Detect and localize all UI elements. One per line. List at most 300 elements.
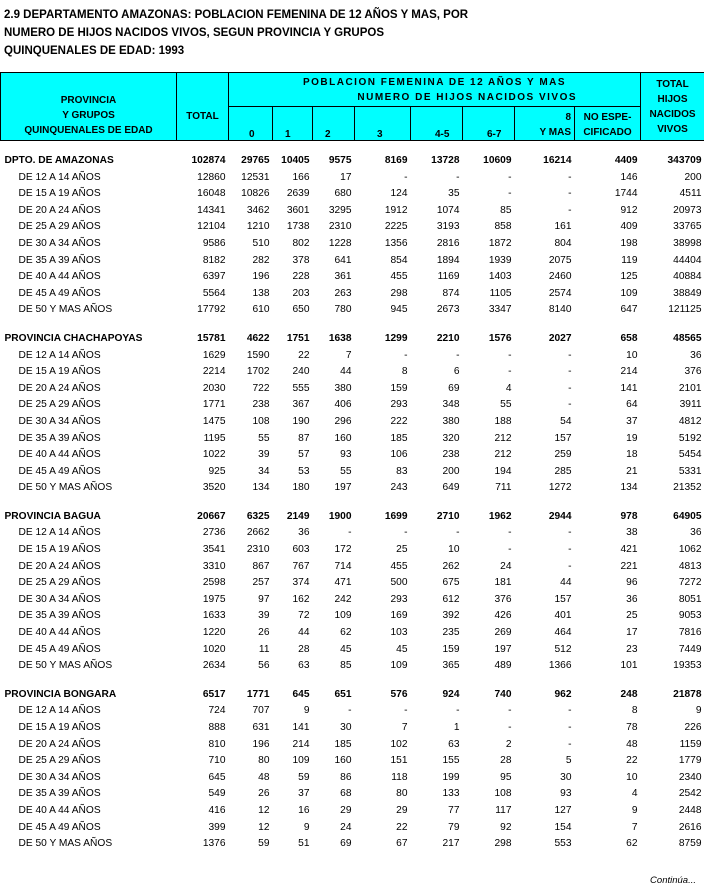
cell: 95 [500, 771, 512, 783]
cell: 343709 [667, 155, 702, 166]
age-group-label: DE 15 A 19 AÑOS [18, 188, 101, 200]
cell: 198 [620, 237, 638, 249]
cell: 53 [298, 465, 310, 477]
cell: 146 [620, 171, 638, 183]
cell: 455 [390, 271, 408, 283]
cell: 361 [334, 271, 352, 283]
cell: 348 [442, 399, 460, 411]
cell: - [508, 171, 512, 183]
cell: 576 [390, 688, 408, 700]
cell: 106 [390, 449, 408, 461]
cell: 4 [505, 382, 512, 394]
cell: 12 [258, 821, 270, 833]
cell: 199 [442, 771, 460, 783]
cell: 365 [442, 660, 460, 672]
cell: 2816 [436, 237, 460, 249]
age-group-label: DE 20 A 24 AÑOS [18, 382, 101, 394]
page-title [4, 6, 468, 60]
cell: 64 [626, 399, 638, 411]
cell: 34 [258, 465, 270, 477]
cell: 169 [390, 610, 408, 622]
header-col-0: 0 [229, 107, 273, 141]
cell: 1702 [246, 366, 270, 378]
cell: 55 [340, 465, 352, 477]
cell: 16048 [197, 188, 226, 200]
cell: 401 [554, 610, 572, 622]
header-group: POBLACION FEMENINA DE 12 AÑOS Y MAS NUMERO DE HIJOS NACIDOS VIVOS [229, 73, 641, 107]
cell: 802 [292, 237, 310, 249]
cell: 298 [494, 838, 512, 850]
cell: 767 [292, 560, 310, 572]
cell: 10609 [483, 155, 512, 166]
cell: 510 [252, 237, 270, 249]
cell: 157 [554, 593, 572, 605]
cell: 780 [334, 304, 352, 316]
cell: 38 [626, 527, 638, 539]
cell: 1912 [384, 204, 408, 216]
table-row [1, 236, 704, 253]
cell: 159 [442, 643, 460, 655]
cell: 2214 [202, 366, 226, 378]
cell: 37 [298, 788, 310, 800]
header-col-2: 2 [313, 107, 355, 141]
section-total-row [1, 153, 704, 170]
cell: 1228 [328, 237, 352, 249]
cell: 7272 [678, 577, 702, 589]
cell: 269 [494, 627, 512, 639]
cell: 214 [292, 738, 310, 750]
cell: 724 [208, 705, 226, 717]
section-spacer [1, 141, 704, 154]
cell: 675 [442, 577, 460, 589]
cell: 185 [390, 432, 408, 444]
cell: 102874 [191, 155, 226, 166]
section-name: PROVINCIA CHACHAPOYAS [4, 332, 143, 344]
cell: 69 [340, 838, 352, 850]
table-row [1, 836, 704, 853]
table-row [1, 559, 704, 576]
cell: 3541 [202, 544, 226, 556]
cell: 17 [626, 627, 638, 639]
cell: 2634 [202, 660, 226, 672]
cell: 141 [292, 722, 310, 733]
cell: 85 [340, 660, 352, 672]
cell: 1366 [548, 660, 572, 672]
cell: - [404, 705, 408, 717]
cell: 80 [396, 788, 408, 800]
age-group-label: DE 35 A 39 AÑOS [18, 432, 101, 444]
cell: 1744 [614, 188, 638, 200]
cell: 2101 [678, 382, 702, 394]
age-group-label: DE 30 A 34 AÑOS [18, 237, 101, 249]
cell: 203 [292, 287, 310, 299]
cell: 1 [453, 722, 460, 733]
cell: 722 [252, 382, 270, 394]
cell: 9586 [202, 237, 226, 249]
cell: 553 [554, 838, 572, 850]
cell: - [508, 366, 512, 378]
cell: 44404 [673, 254, 702, 266]
age-group-label: DE 35 A 39 AÑOS [18, 788, 101, 800]
age-group-label: DE 40 A 44 AÑOS [18, 449, 101, 461]
table-row [1, 608, 704, 625]
section-name: DPTO. DE AMAZONAS [4, 155, 114, 166]
cell: 197 [494, 643, 512, 655]
cell: 79 [448, 821, 460, 833]
continues-note: Continúa... [650, 875, 696, 886]
cell: 39 [258, 449, 270, 461]
cell: 1195 [203, 432, 226, 444]
cell: 2574 [548, 287, 572, 299]
cell: 22 [396, 821, 408, 833]
cell: 1272 [548, 482, 572, 494]
cell: 282 [252, 254, 270, 266]
cell: 194 [494, 465, 512, 477]
cell: 44 [560, 577, 572, 589]
cell: 651 [334, 688, 352, 700]
cell: 680 [334, 188, 352, 200]
cell: 978 [620, 510, 638, 522]
cell: 649 [442, 482, 460, 494]
cell: 162 [292, 593, 310, 605]
cell: 1020 [202, 643, 226, 655]
cell: 1629 [202, 349, 226, 361]
cell: 2340 [678, 771, 702, 783]
cell: 1159 [679, 738, 702, 750]
cell: 416 [208, 804, 226, 816]
cell: 3295 [328, 204, 352, 216]
age-group-label: DE 35 A 39 AÑOS [18, 254, 101, 266]
cell: 962 [554, 688, 572, 700]
cell: 2944 [548, 510, 572, 522]
age-group-label: DE 12 A 14 AÑOS [18, 705, 101, 717]
cell: - [508, 705, 512, 717]
table-header [1, 73, 704, 141]
cell: 464 [554, 627, 572, 639]
cell: 188 [494, 415, 512, 427]
cell: 109 [620, 287, 638, 299]
cell: - [404, 349, 408, 361]
age-group-label: DE 40 A 44 AÑOS [18, 271, 101, 283]
table-row [1, 575, 704, 592]
cell: 1356 [384, 237, 408, 249]
age-group-label: DE 30 A 34 AÑOS [18, 415, 101, 427]
cell: 9 [631, 804, 638, 816]
cell: 2149 [286, 510, 310, 522]
cell: 68 [340, 788, 352, 800]
cell: 4 [631, 788, 638, 800]
cell: 631 [252, 722, 270, 733]
cell: 912 [620, 204, 638, 216]
cell: 1210 [246, 221, 270, 233]
cell: 35 [448, 188, 460, 200]
header-total-hijos: TOTAL HIJOS NACIDOS VIVOS [641, 73, 704, 141]
cell: 293 [390, 399, 408, 411]
table-row [1, 737, 704, 754]
cell: - [456, 527, 460, 539]
section-name: PROVINCIA BONGARA [4, 688, 117, 700]
cell: 296 [334, 415, 352, 427]
cell: 64905 [673, 510, 702, 522]
cell: 161 [554, 221, 572, 233]
cell: 925 [208, 465, 226, 477]
cell: 24 [500, 560, 512, 572]
cell: 101 [620, 660, 638, 672]
cell: 37 [626, 415, 638, 427]
section-spacer [1, 497, 704, 509]
cell: 16 [298, 804, 310, 816]
cell: 138 [252, 287, 270, 299]
cell: 2598 [202, 577, 226, 589]
age-group-label: DE 35 A 39 AÑOS [18, 610, 101, 622]
table-row [1, 480, 704, 497]
cell: 1638 [328, 332, 352, 344]
cell: 67 [396, 838, 408, 850]
cell: 2030 [202, 382, 226, 394]
cell: 6397 [202, 271, 226, 283]
table-row [1, 525, 704, 542]
cell: 200 [684, 171, 702, 183]
cell: 1900 [328, 510, 352, 522]
cell: 888 [208, 722, 226, 733]
cell: 380 [334, 382, 352, 394]
cell: 134 [252, 482, 270, 494]
cell: 22 [626, 755, 638, 767]
cell: 97 [258, 593, 270, 605]
cell: 121125 [668, 304, 702, 316]
cell: 392 [442, 610, 460, 622]
cell: 55 [500, 399, 512, 411]
cell: - [568, 722, 572, 733]
cell: 867 [252, 560, 270, 572]
section-total-row [1, 687, 704, 704]
cell: 406 [334, 399, 352, 411]
cell: 854 [390, 254, 408, 266]
cell: 874 [442, 287, 460, 299]
cell: 2075 [548, 254, 572, 266]
table-row [1, 269, 704, 286]
cell: 36 [690, 527, 702, 539]
cell: 30 [340, 722, 352, 733]
cell: 3911 [679, 399, 702, 411]
cell: 320 [442, 432, 460, 444]
cell: 127 [554, 804, 572, 816]
table-row [1, 720, 704, 737]
cell: 56 [258, 660, 270, 672]
section-spacer [1, 675, 704, 687]
cell: 549 [208, 788, 226, 800]
cell: 262 [442, 560, 460, 572]
cell: 1872 [488, 237, 512, 249]
cell: 7 [631, 821, 638, 833]
cell: 2710 [436, 510, 460, 522]
cell: 180 [292, 482, 310, 494]
cell: 7 [345, 349, 352, 361]
cell: 54 [560, 415, 572, 427]
cell: 1376 [202, 838, 226, 850]
cell: 710 [208, 755, 226, 767]
cell: 293 [390, 593, 408, 605]
cell: 62 [626, 838, 638, 850]
cell: 858 [494, 221, 512, 233]
cell: 3601 [286, 204, 310, 216]
cell: 5564 [202, 287, 226, 299]
cell: 83 [396, 465, 408, 477]
header-provincia: PROVINCIA Y GRUPOS QUINQUENALES DE EDAD [1, 73, 177, 141]
cell: 9 [695, 705, 702, 717]
cell: 222 [390, 415, 408, 427]
cell: 512 [554, 643, 572, 655]
cell: 226 [684, 722, 702, 733]
cell: 257 [252, 577, 270, 589]
cell: - [568, 527, 572, 539]
cell: 421 [620, 544, 638, 556]
cell: 221 [620, 560, 638, 572]
cell: 810 [208, 738, 226, 750]
age-group-label: DE 12 A 14 AÑOS [18, 527, 101, 539]
cell: 1975 [202, 593, 226, 605]
cell: 374 [292, 577, 310, 589]
cell: 3310 [202, 560, 226, 572]
cell: 39 [258, 610, 270, 622]
cell: 8759 [678, 838, 702, 850]
cell: 33765 [673, 221, 702, 233]
table-row [1, 447, 704, 464]
age-group-label: DE 12 A 14 AÑOS [18, 171, 101, 183]
cell: 1751 [286, 332, 310, 344]
header-col-6-7: 6-7 [463, 107, 515, 141]
cell: 109 [292, 755, 310, 767]
cell: 36 [690, 349, 702, 361]
cell: 298 [390, 287, 408, 299]
cell: - [404, 171, 408, 183]
age-group-label: DE 15 A 19 AÑOS [18, 366, 101, 378]
cell: 72 [298, 610, 310, 622]
cell: - [568, 188, 572, 200]
table-row [1, 542, 704, 559]
cell: 409 [620, 221, 638, 233]
cell: 1403 [488, 271, 512, 283]
cell: 20973 [673, 204, 702, 216]
cell: 1771 [202, 399, 226, 411]
cell: 740 [494, 688, 512, 700]
table-row [1, 203, 704, 220]
cell: 28 [500, 755, 512, 767]
cell: 96 [626, 577, 638, 589]
cell: 367 [292, 399, 310, 411]
table-row [1, 753, 704, 770]
cell: 212 [494, 432, 512, 444]
cell: 181 [494, 577, 512, 589]
cell: 1633 [202, 610, 226, 622]
cell: 6 [453, 366, 460, 378]
cell: 30 [560, 771, 572, 783]
cell: 217 [442, 838, 460, 850]
age-group-label: DE 25 A 29 AÑOS [18, 221, 101, 233]
cell: 78 [626, 722, 638, 733]
age-group-label: DE 25 A 29 AÑOS [18, 755, 101, 767]
cell: 19353 [673, 660, 702, 672]
table-row [1, 364, 704, 381]
cell: - [456, 349, 460, 361]
cell: - [568, 204, 572, 216]
cell: 2662 [246, 527, 270, 539]
cell: 86 [340, 771, 352, 783]
header-col-3: 3 [355, 107, 411, 141]
cell: 1074 [436, 204, 460, 216]
cell: 200 [442, 465, 460, 477]
cell: 259 [554, 449, 572, 461]
cell: - [568, 382, 572, 394]
cell: 9575 [328, 155, 352, 166]
cell: 945 [390, 304, 408, 316]
table-row [1, 219, 704, 236]
cell: 647 [620, 304, 638, 316]
age-group-label: DE 20 A 24 AÑOS [18, 204, 101, 216]
age-group-label: DE 45 A 49 AÑOS [18, 465, 101, 477]
table-row [1, 642, 704, 659]
cell: 63 [298, 660, 310, 672]
cell: 12 [258, 804, 270, 816]
cell: 3520 [202, 482, 226, 494]
section-spacer [1, 319, 704, 331]
cell: 3193 [436, 221, 460, 233]
cell: 14341 [197, 204, 226, 216]
cell: 804 [554, 237, 572, 249]
cell: 16214 [543, 155, 572, 166]
cell: 55 [258, 432, 270, 444]
cell: - [568, 366, 572, 378]
cell: 242 [334, 593, 352, 605]
cell: 6517 [202, 688, 226, 700]
cell: 9053 [678, 610, 702, 622]
cell: 44 [340, 366, 352, 378]
cell: - [568, 705, 572, 717]
cell: 10826 [241, 188, 270, 200]
table-body [1, 141, 704, 853]
cell: 29765 [241, 155, 270, 166]
cell: 8 [631, 705, 638, 717]
cell: - [508, 188, 512, 200]
cell: 29 [340, 804, 352, 816]
cell: 500 [390, 577, 408, 589]
age-group-label: DE 50 Y MAS AÑOS [18, 838, 113, 850]
cell: 124 [390, 188, 408, 200]
cell: 1475 [202, 415, 226, 427]
cell: 196 [252, 271, 270, 283]
table-row [1, 348, 704, 365]
cell: - [568, 738, 572, 750]
age-group-label: DE 30 A 34 AÑOS [18, 771, 101, 783]
cell: 376 [494, 593, 512, 605]
cell: 6325 [246, 510, 270, 522]
cell: 1939 [488, 254, 512, 266]
cell: 103 [390, 627, 408, 639]
cell: 26 [258, 788, 270, 800]
cell: 471 [334, 577, 352, 589]
cell: 2448 [678, 804, 702, 816]
cell: 25 [626, 610, 638, 622]
cell: 2673 [436, 304, 460, 316]
table-row [1, 414, 704, 431]
age-group-label: DE 20 A 24 AÑOS [18, 560, 101, 572]
cell: 238 [442, 449, 460, 461]
title-line: QUINQUENALES DE EDAD: 1993 [4, 45, 185, 57]
table-row [1, 286, 704, 303]
cell: 8051 [678, 593, 702, 605]
cell: 108 [252, 415, 270, 427]
cell: 5192 [678, 432, 702, 444]
